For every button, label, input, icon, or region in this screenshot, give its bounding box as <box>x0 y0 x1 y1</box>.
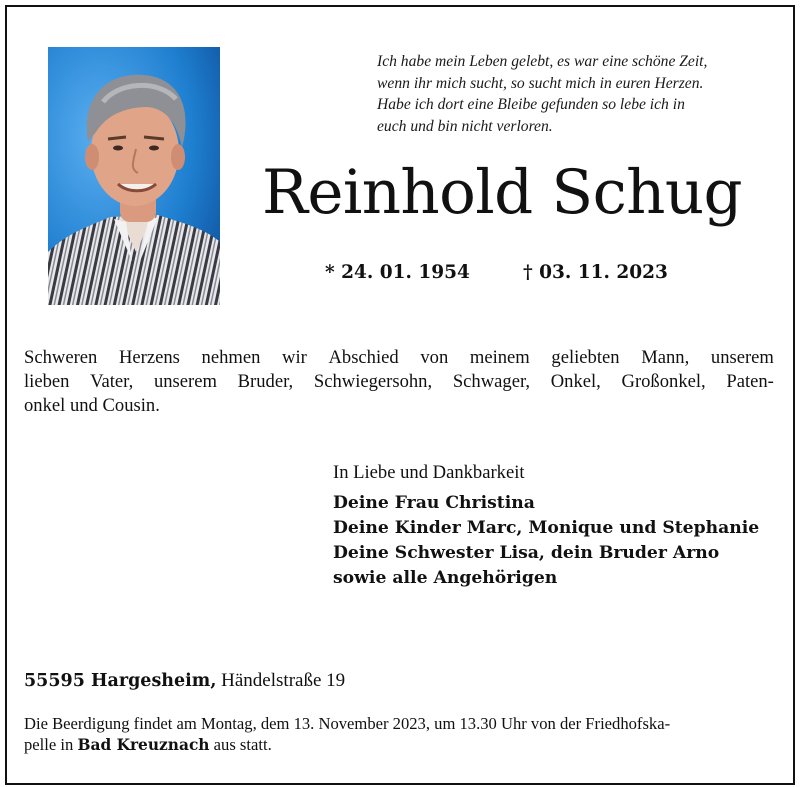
announcement-line <box>24 370 774 394</box>
poem-line: Ich habe mein Leben gelebt, es war eine schöne Zeit, <box>377 53 708 70</box>
mourners-list <box>333 491 759 591</box>
funeral-text: pelle in <box>24 735 74 754</box>
mourner-line: Deine Kinder Marc, Monique und Stephanie <box>333 518 760 538</box>
funeral-place: Bad Kreuznach <box>77 736 210 754</box>
word: Schwager, <box>452 371 531 392</box>
mourner-line: Deine Frau Christina <box>333 493 535 513</box>
word: geliebten <box>551 347 620 368</box>
word: Bruder, <box>237 371 294 392</box>
address-street: Händelstraße 19 <box>221 670 346 691</box>
word: Abschied <box>328 347 399 368</box>
announcement-text <box>24 346 774 418</box>
poem-line: wenn ihr mich sucht, so sucht mich in euren Herzen. <box>377 74 704 92</box>
word: von <box>420 347 449 368</box>
announcement-line <box>24 346 774 370</box>
word: Mann, <box>641 347 690 368</box>
word: unserem <box>710 347 774 368</box>
signoff-intro: In Liebe und Dankbarkeit <box>333 462 525 483</box>
birth-date: * 24. 01. 1954 <box>325 262 470 283</box>
mourner-line: Deine Schwester Lisa, dein Bruder Arno <box>333 543 720 563</box>
word: meinem <box>469 347 530 368</box>
word: unserem <box>153 371 217 392</box>
portrait-photo <box>48 47 220 305</box>
funeral-notice <box>24 713 776 756</box>
deceased-name: Reinhold Schug <box>262 157 742 228</box>
death-date: † 03. 11. 2023 <box>523 262 668 283</box>
poem-line: Habe ich dort eine Bleibe gefunden so lebe ich in <box>377 96 685 113</box>
portrait-illustration <box>48 47 220 305</box>
poem <box>377 51 777 137</box>
word: wir <box>282 347 307 368</box>
word: Paten- <box>726 371 774 392</box>
word: Schwiegersohn, <box>313 371 433 392</box>
mourner-line: sowie alle Angehörigen <box>333 568 558 588</box>
poem-line: euch und bin nicht verloren. <box>377 117 553 135</box>
funeral-text: aus statt. <box>213 735 272 754</box>
address <box>24 670 345 692</box>
announcement-line: onkel und Cousin. <box>24 395 160 416</box>
funeral-line <box>24 734 776 756</box>
word: Großonkel, <box>621 371 706 392</box>
word: nehmen <box>201 347 261 368</box>
word: Schweren <box>24 347 98 368</box>
word: Onkel, <box>550 371 601 392</box>
word: Vater, <box>90 371 134 392</box>
address-city: 55595 Hargesheim, <box>24 671 217 691</box>
funeral-line: Die Beerdigung findet am Montag, dem 13. November 2023, um 13.30 Uhr von der Friedhofska- <box>24 714 671 733</box>
word: Herzens <box>118 347 180 368</box>
word: lieben <box>24 371 70 392</box>
